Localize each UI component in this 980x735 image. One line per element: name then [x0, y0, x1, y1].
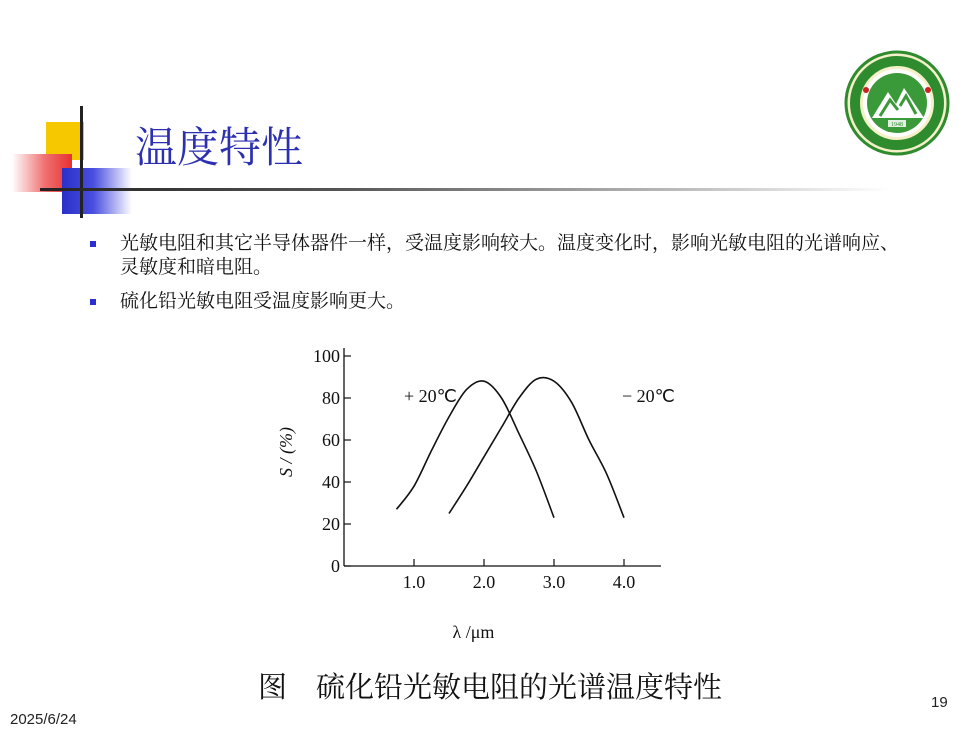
y-tick-label: 40: [322, 472, 340, 492]
slide-date: 2025/6/24: [10, 711, 77, 728]
university-seal-icon: [844, 50, 950, 156]
page-number: 19: [931, 694, 948, 711]
series-label-minus-20c: − 20℃: [622, 386, 675, 406]
bullet-marker-icon: [90, 299, 96, 305]
slide-title: 温度特性: [135, 123, 304, 172]
figure-caption: 图 硫化铅光敏电阻的光谱温度特性: [257, 670, 722, 704]
x-tick-label: 2.0: [472, 572, 496, 592]
chart-axes: [344, 348, 661, 566]
svg-text:1948: 1948: [891, 122, 903, 128]
x-tick-label: 3.0: [542, 572, 566, 592]
spectral-temperature-chart: [270, 330, 700, 652]
x-tick-label: 4.0: [612, 572, 636, 592]
chart-ticks: [344, 356, 624, 566]
title-decoration-blue-square: [62, 168, 132, 214]
bullet-item: [90, 289, 910, 313]
y-tick-label: 80: [322, 388, 340, 408]
x-axis-label: λ /μm: [452, 622, 495, 642]
series-label-plus-20c: + 20℃: [404, 386, 457, 406]
y-tick-label: 20: [322, 514, 340, 534]
y-axis-label: S / (%): [276, 427, 296, 477]
y-tick-label: 100: [313, 346, 340, 366]
y-tick-label: 0: [331, 556, 340, 576]
bullet-text: 光敏电阻和其它半导体器件一样，受温度影响较大。温度变化时，影响光敏电阻的光谱响应、灵敏度和暗电阻。: [120, 232, 900, 278]
series-line-minus-20c: [449, 378, 624, 518]
bullet-marker-icon: [90, 241, 96, 247]
x-tick-label: 1.0: [402, 572, 426, 592]
title-decoration-vertical-line: [80, 106, 83, 218]
bullet-item: [90, 231, 910, 279]
bullet-text: 硫化铅光敏电阻受温度影响更大。: [120, 290, 406, 312]
y-tick-label: 60: [322, 430, 340, 450]
title-underline-rule: [40, 188, 890, 191]
bullet-list: [90, 231, 910, 323]
